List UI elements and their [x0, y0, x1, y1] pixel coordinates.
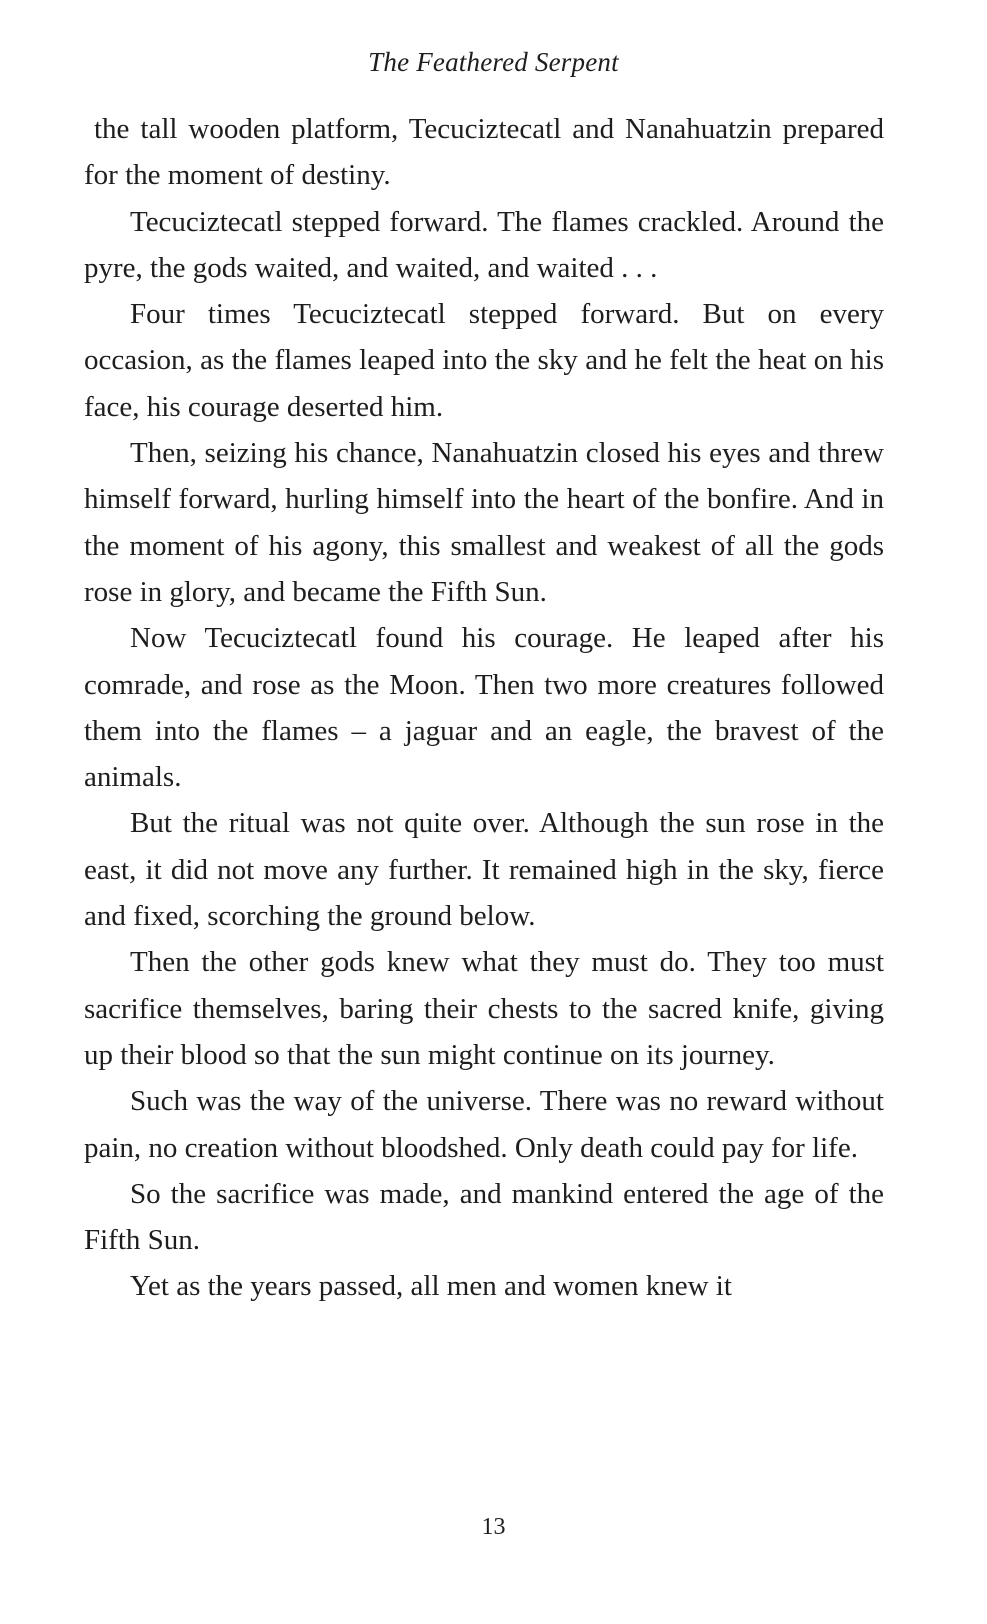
paragraph-5: Now Tecuciztecatl found his courage. He leaped after his comrade, and rose as the Moon. Then two more creatures followed them into the flames – a jaguar and an eagle, the bravest of the animals. [84, 622, 884, 794]
body-text [84, 106, 884, 1310]
page-number: 13 [481, 1514, 506, 1540]
paragraph-4: Then, seizing his chance, Nanahuatzin closed his eyes and threw himself forward, hurling himself into the heart of the bonfire. And in the moment of his agony, this smallest and weakest of all the gods rose in glory, and became the Fifth Sun. [84, 437, 884, 608]
paragraph-2: Tecuciztecatl stepped forward. The flames crackled. Around the pyre, the gods waited, and waited, and waited . . . [84, 205, 884, 284]
paragraph-7: Then the other gods knew what they must do. They too must sacrifice themselves, baring their chests to the sacred knife, giving up their blood so that the sun might continue on its journey. [84, 946, 884, 1071]
paragraph-1: the tall wooden platform, Tecuciztecatl and Nanahuatzin prepared for the moment of destiny. [84, 113, 884, 192]
paragraph-6: But the ritual was not quite over. Although the sun rose in the east, it did not move any further. It remained high in the sky, fierce and fixed, scorching the ground below. [84, 807, 884, 933]
paragraph-9: So the sacrifice was made, and mankind entered the age of the Fifth Sun. [84, 1177, 884, 1257]
paragraph-8: Such was the way of the universe. There was no reward without pain, no creation without bloodshed. Only death could pay for life. [84, 1085, 884, 1164]
running-head-title: The Feathered Serpent [368, 47, 619, 77]
paragraph-10: Yet as the years passed, all men and women knew it [130, 1270, 732, 1303]
paragraph-3: Four times Tecuciztecatl stepped forward. But on every occasion, as the flames leaped into the sky and he felt the heat on his face, his courage deserted him. [84, 298, 884, 423]
